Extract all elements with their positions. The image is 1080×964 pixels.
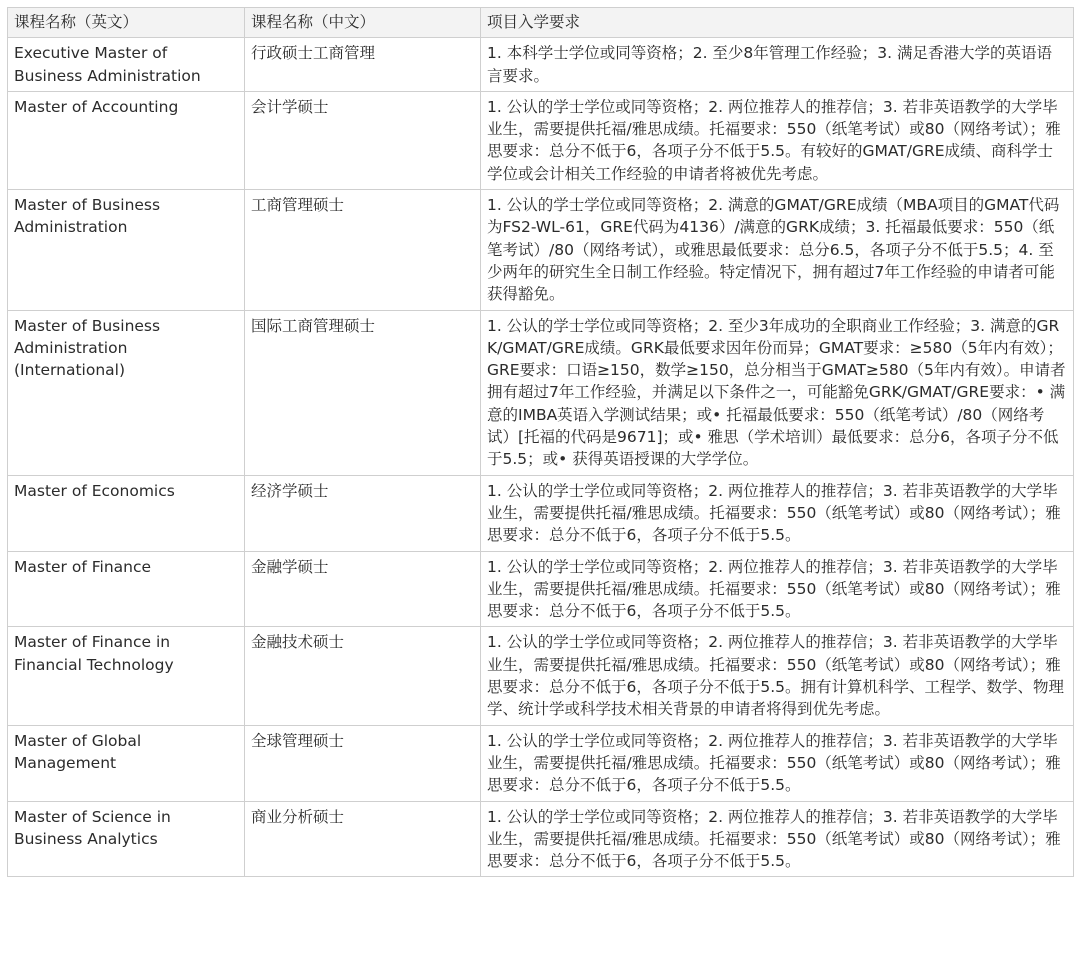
program-requirements-table-container bbox=[7, 7, 1073, 877]
table-row bbox=[8, 475, 1074, 551]
program-chinese-name: 国际工商管理硕士 bbox=[245, 310, 481, 475]
program-requirements: 1. 公认的学士学位或同等资格；2. 两位推荐人的推荐信；3. 若非英语教学的大学毕业生，需要提供托福/雅思成绩。托福要求：550（纸笔考试）或80（网络考试）；雅思要求：总分不低于6，各项子分不低于5.5。 bbox=[481, 551, 1074, 627]
program-chinese-name: 金融技术硕士 bbox=[245, 627, 481, 725]
program-chinese-name: 经济学硕士 bbox=[245, 475, 481, 551]
table-row bbox=[8, 38, 1074, 92]
column-header-chinese-name: 课程名称（中文） bbox=[245, 8, 481, 38]
table-row bbox=[8, 627, 1074, 725]
program-chinese-name: 行政硕士工商管理 bbox=[245, 38, 481, 92]
program-requirements: 1. 公认的学士学位或同等资格；2. 两位推荐人的推荐信；3. 若非英语教学的大学毕业生，需要提供托福/雅思成绩。托福要求：550（纸笔考试）或80（网络考试）；雅思要求：总分不低于6，各项子分不低于5.5。拥有计算机科学、工程学、数学、物理学、统计学或科学技术相关背景的申请者将得到优先考虑。 bbox=[481, 627, 1074, 725]
program-chinese-name: 工商管理硕士 bbox=[245, 190, 481, 310]
program-requirements: 1. 公认的学士学位或同等资格；2. 至少3年成功的全职商业工作经验；3. 满意的GRK/GMAT/GRE成绩。GRK最低要求因年份而异；GMAT要求：≥580（5年内有效）；GRE要求：口语≥150，数学≥150，总分相当于GMAT≥580（5年内有效）。申请者拥有超过7年工作经验，并满足以下条件之一，可能豁免GRK/GMAT/GRE要求：• 满意的IMBA英语入学测试结果；或• 托福最低要求：550（纸笔考试）/80（网络考试）[托福的代码是9671]；或• 雅思（学术培训）最低要求：总分6，各项子分不低于5.5；或• 获得英语授课的大学学位。 bbox=[481, 310, 1074, 475]
program-english-name: Master of Business Administration bbox=[8, 190, 245, 310]
table-row bbox=[8, 91, 1074, 189]
column-header-english-name: 课程名称（英文） bbox=[8, 8, 245, 38]
program-requirements: 1. 公认的学士学位或同等资格；2. 两位推荐人的推荐信；3. 若非英语教学的大学毕业生，需要提供托福/雅思成绩。托福要求：550（纸笔考试）或80（网络考试）；雅思要求：总分不低于6，各项子分不低于5.5。 bbox=[481, 725, 1074, 801]
table-row bbox=[8, 725, 1074, 801]
program-requirements: 1. 本科学士学位或同等资格；2. 至少8年管理工作经验；3. 满足香港大学的英语语言要求。 bbox=[481, 38, 1074, 92]
table-row bbox=[8, 801, 1074, 877]
program-chinese-name: 会计学硕士 bbox=[245, 91, 481, 189]
program-english-name: Master of Accounting bbox=[8, 91, 245, 189]
table-row bbox=[8, 310, 1074, 475]
program-english-name: Master of Business Administration (International) bbox=[8, 310, 245, 475]
program-chinese-name: 全球管理硕士 bbox=[245, 725, 481, 801]
program-requirements: 1. 公认的学士学位或同等资格；2. 满意的GMAT/GRE成绩（MBA项目的GMAT代码为FS2-WL-61，GRE代码为4136）/满意的GRK成绩；3. 托福最低要求：550（纸笔考试）/80（网络考试），或雅思最低要求：总分6.5，各项子分不低于5.5；4. 至少两年的研究生全日制工作经验。特定情况下，拥有超过7年工作经验的申请者可能获得豁免。 bbox=[481, 190, 1074, 310]
program-english-name: Executive Master of Business Administration bbox=[8, 38, 245, 92]
program-requirements: 1. 公认的学士学位或同等资格；2. 两位推荐人的推荐信；3. 若非英语教学的大学毕业生，需要提供托福/雅思成绩。托福要求：550（纸笔考试）或80（网络考试）；雅思要求：总分不低于6，各项子分不低于5.5。 bbox=[481, 801, 1074, 877]
program-english-name: Master of Finance in Financial Technology bbox=[8, 627, 245, 725]
table-row bbox=[8, 551, 1074, 627]
program-requirements-table bbox=[7, 7, 1074, 877]
program-english-name: Master of Economics bbox=[8, 475, 245, 551]
program-requirements: 1. 公认的学士学位或同等资格；2. 两位推荐人的推荐信；3. 若非英语教学的大学毕业生，需要提供托福/雅思成绩。托福要求：550（纸笔考试）或80（网络考试）；雅思要求：总分不低于6，各项子分不低于5.5。 bbox=[481, 475, 1074, 551]
program-requirements: 1. 公认的学士学位或同等资格；2. 两位推荐人的推荐信；3. 若非英语教学的大学毕业生，需要提供托福/雅思成绩。托福要求：550（纸笔考试）或80（网络考试）；雅思要求：总分不低于6，各项子分不低于5.5。有较好的GMAT/GRE成绩、商科学士学位或会计相关工作经验的申请者将被优先考虑。 bbox=[481, 91, 1074, 189]
table-header-row bbox=[8, 8, 1074, 38]
table-row bbox=[8, 190, 1074, 310]
program-chinese-name: 金融学硕士 bbox=[245, 551, 481, 627]
program-english-name: Master of Science in Business Analytics bbox=[8, 801, 245, 877]
program-english-name: Master of Finance bbox=[8, 551, 245, 627]
column-header-requirements: 项目入学要求 bbox=[481, 8, 1074, 38]
program-english-name: Master of Global Management bbox=[8, 725, 245, 801]
program-chinese-name: 商业分析硕士 bbox=[245, 801, 481, 877]
